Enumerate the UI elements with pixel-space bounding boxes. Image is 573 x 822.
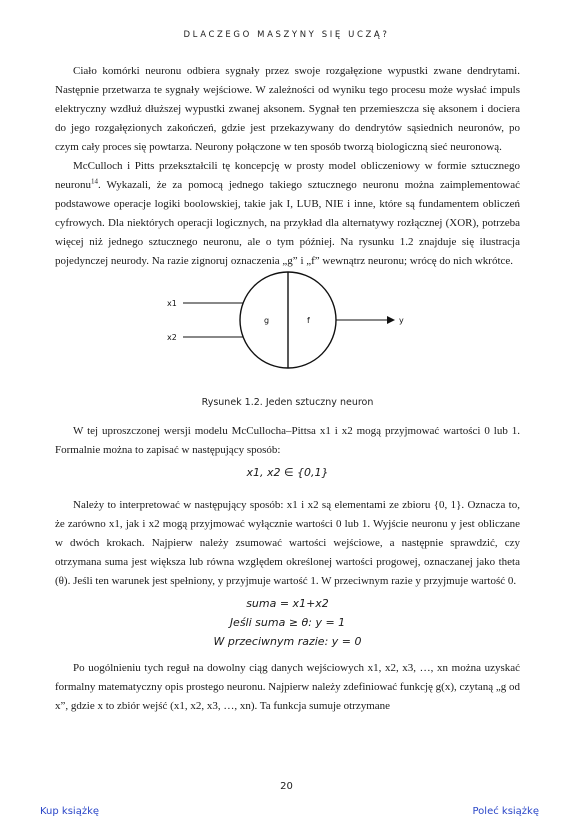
page-body <box>55 62 520 716</box>
formula-else: W przeciwnym razie: y = 0 <box>213 635 362 648</box>
paragraph-mcculloch-pitts <box>55 157 520 271</box>
neuron-diagram <box>55 271 520 397</box>
formula-if: Jeśli suma ≥ θ: y = 1 <box>229 616 346 629</box>
running-header: DLACZEGO MASZYNY SIĘ UCZĄ? <box>183 30 390 40</box>
page-number: 20 <box>280 781 293 792</box>
label-g: g <box>264 316 270 325</box>
buy-book-link[interactable]: Kup książkę <box>40 806 100 817</box>
paragraph-text: . Wykazali, że za pomocą jednego takiego sztucznego neuronu można zaimplementować podstawowe operacje logiki boolowskiej, takie jak I, LUB, NIE i inne, które są fundamentem obliczeń cyfrowych. Dla niektórych operacji logicznych, na przykład dla alternatywy rozłącznej (XOR), potrzeba więcej niż jednego sztucznego neuronu, ale o tym później. Na rysunku 1.2 znajduje się ilustracja pojedynczej neurody. Na razie zignoruj oznaczenia „g” i „f” wewnątrz neuronu; wrócę do nich wkrótce. <box>55 179 520 267</box>
label-y: y <box>399 316 404 325</box>
paragraph-generalization: Po uogólnieniu tych reguł na dowolny ciąg danych wejściowych x1, x2, x3, …, xn można uzyskać formalny matematyczny opis prostego neuronu. Najpierw należy zdefiniować funkcję g(x), czytaną „g od x”, gdzie x to zbiór wejść (x1, x2, x3, …, xn). Ta funkcja sumuje otrzymane <box>55 662 520 712</box>
paragraph-simplified-model: W tej uproszczonej wersji modelu McCullocha–Pittsa x1 i x2 mogą przyjmować wartości 0 lub 1. Formalnie można to zapisać w następujący sposób: <box>55 425 520 456</box>
paragraph-text: McCulloch i Pitts przekształcili tę koncepcję w prosty model obliczeniowy w formie sztucznego neuronu <box>55 160 520 191</box>
formula-input-set: x1, x2 ∈ {0,1} <box>246 466 329 479</box>
paragraph-interpretation: Należy to interpretować w następujący sposób: x1 i x2 są elementami ze zbioru {0, 1}. Oznacza to, że zarówno x1, jak i x2 mogą przyjmować wyłącznie wartości 0 lub 1. Wyjście neuronu y jest obliczane w dwóch krokach. Najpierw należy zsumować wartości wejściowe, a następnie sprawdzić, czy otrzymana suma jest większa lub równa względem określonej wartości progowej, oznaczanej jako theta (θ). Jeśli ten warunek jest spełniony, y przyjmuje wartość 1. W przeciwnym razie y przyjmuje wartość 0. <box>55 499 520 587</box>
footnote-marker[interactable]: 14 <box>91 177 99 186</box>
figure-artificial-neuron <box>55 271 520 397</box>
label-x1: x1 <box>167 299 177 308</box>
formula-sum: suma = x1+x2 <box>246 597 329 610</box>
label-x2: x2 <box>167 333 177 342</box>
label-f: f <box>307 316 310 325</box>
formula-block <box>55 594 520 651</box>
paragraph-neuron-body: Ciało komórki neuronu odbiera sygnały przez swoje rozgałęzione wypustki zwane dendrytami. Następnie przetwarza te sygnały wejściowe. W zależności od wyniku tego procesu może wysłać impuls elektryczny wzdłuż dłuższej wypustki zwanej aksonem. Sygnał ten przemieszcza się aksonem i dociera do jego rozgałęzionych zakończeń, gdzie jest przekazywany do dendrytów sąsiednich neuronów, po czym cały proces się powtarza. Neurony połączone w ten sposób tworzą biologiczną sieć neuronową. <box>55 65 520 153</box>
figure-caption: Rysunek 1.2. Jeden sztuczny neuron <box>201 397 374 408</box>
recommend-book-link[interactable]: Poleć książkę <box>472 806 539 817</box>
